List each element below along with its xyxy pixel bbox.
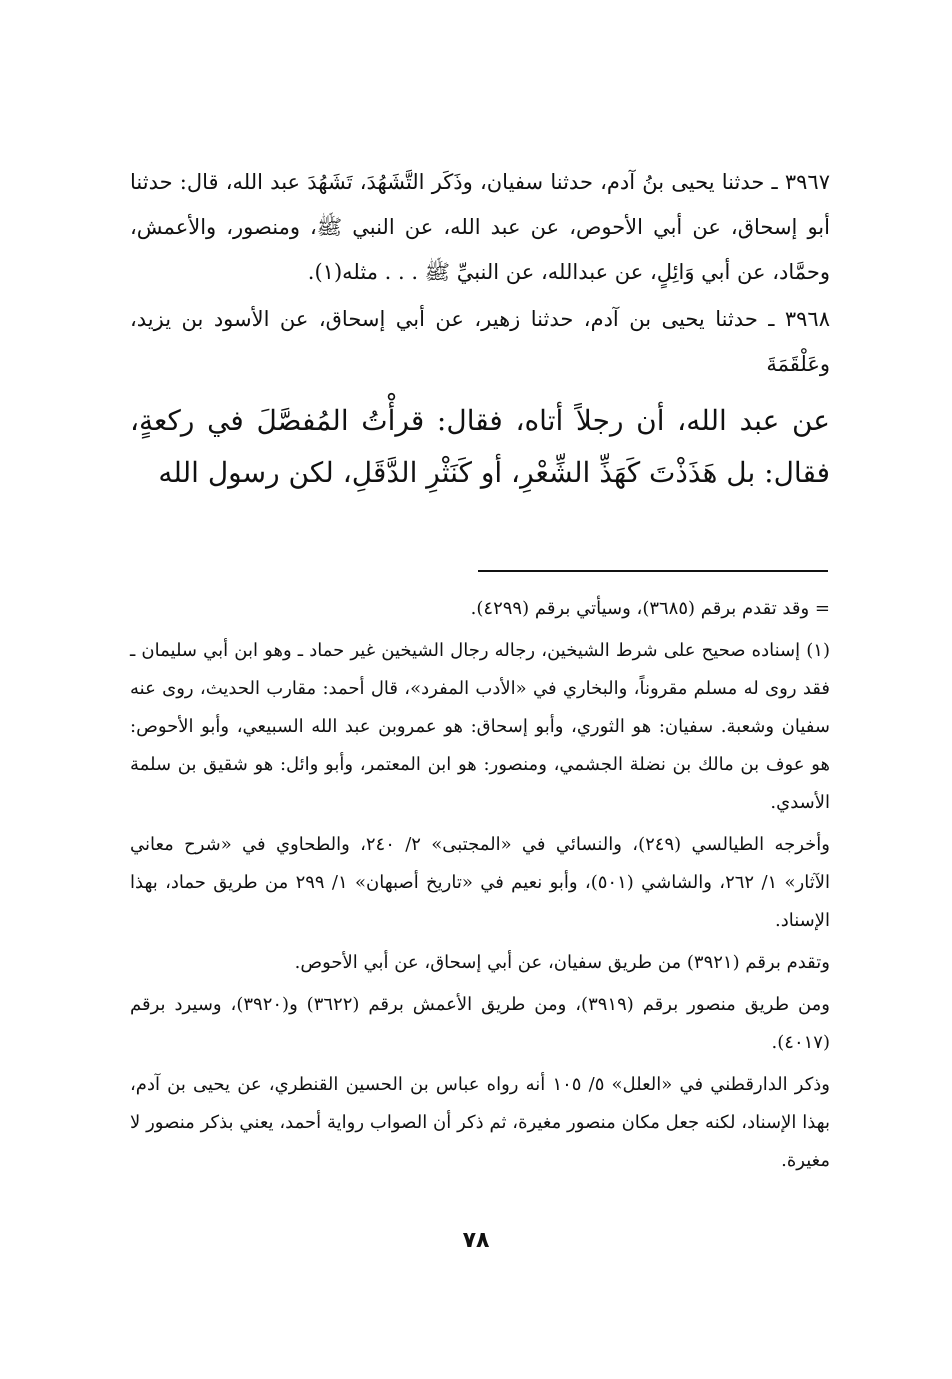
footnote-1-daraqutni: وذكر الدارقطني في «العلل» ٥/ ١٠٥ أنه رواه عباس بن الحسين القنطري، عن يحيى بن آدم، بهذا الإسناد، لكنه جعل مكان منصور مغيرة، ثم ذكر أن الصواب رواية أحمد، يعني بذكر منصور لا مغيرة. <box>130 1074 831 1171</box>
footnote-1-cross-ref-2: ومن طريق منصور برقم (٣٩١٩)، ومن طريق الأعمش برقم (٣٦٢٢) و(٣٩٢٠)، وسيرد برقم (٤٠١٧). <box>130 994 830 1053</box>
main-text <box>130 160 830 499</box>
footnote-1-cross-ref-1: وتقدم برقم (٣٩٢١) من طريق سفيان، عن أبي إسحاق، عن أبي الأحوص. <box>294 952 830 973</box>
footnote-1-takhrij: وأخرجه الطيالسي (٢٤٩)، والنسائي في «المجتبى» ٢/ ٢٤٠، والطحاوي في «شرح معاني الآثار» ١/ ٢٦٢، والشاشي (٥٠١)، وأبو نعيم في «تاريخ أصبهان» ١/ ٢٩٩ من طريق حماد، بهذا الإسناد. <box>130 834 830 931</box>
footnote-continuation: = وقد تقدم برقم (٣٦٨٥)، وسيأتي برقم (٤٢٩٩). <box>470 598 830 619</box>
hadith-3968-isnad: ٣٩٦٨ ـ حدثنا يحيى بن آدم، حدثنا زهير، عن أبي إسحاق، عن الأسود بن يزيد، وعَلْقَمَةَ <box>130 307 830 376</box>
page-number: ٧٨ <box>462 1228 490 1253</box>
hadith-3968-matn: عن عبد الله، أن رجلاً أتاه، فقال: قرأْتُ المُفصَّلَ في ركعةٍ، فقال: بل هَذَذْتَ كَهَذِّ الشِّعْرِ، أو كَنَثْرِ الدَّقَلِ، لكن رسول الله <box>130 404 830 489</box>
footnotes <box>130 590 830 1184</box>
hadith-3967: ٣٩٦٧ ـ حدثنا يحيى بنُ آدم، حدثنا سفيان، وذَكَر التَّشَهُدَ، تَشَهُدَ عبد الله، قال: حدثنا أبو إسحاق، عن أبي الأحوص، عن عبد الله، عن النبي ﷺ، ومنصور، والأعمش، وحمَّاد، عن أبي وَائِلٍ، عن عبدالله، عن النبيِّ ﷺ . . . مثله(١). <box>130 170 830 284</box>
footnote-1: (١) إسناده صحيح على شرط الشيخين، رجاله رجال الشيخين غير حماد ـ وهو ابن أبي سليمان ـ فقد روى له مسلم مقروناً، والبخاري في «الأدب المفرد»، قال أحمد: مقارب الحديث، روى عنه سفيان وشعبة. سفيان: هو الثوري، وأبو إسحاق: هو عمروبن عبد الله السبيعي، وأبو الأحوص: هو عوف بن مالك بن نضلة الجشمي، ومنصور: هو ابن المعتمر، وأبو وائل: هو شقيق بن سلمة الأسدي. <box>130 640 830 813</box>
footnote-divider <box>478 570 828 572</box>
